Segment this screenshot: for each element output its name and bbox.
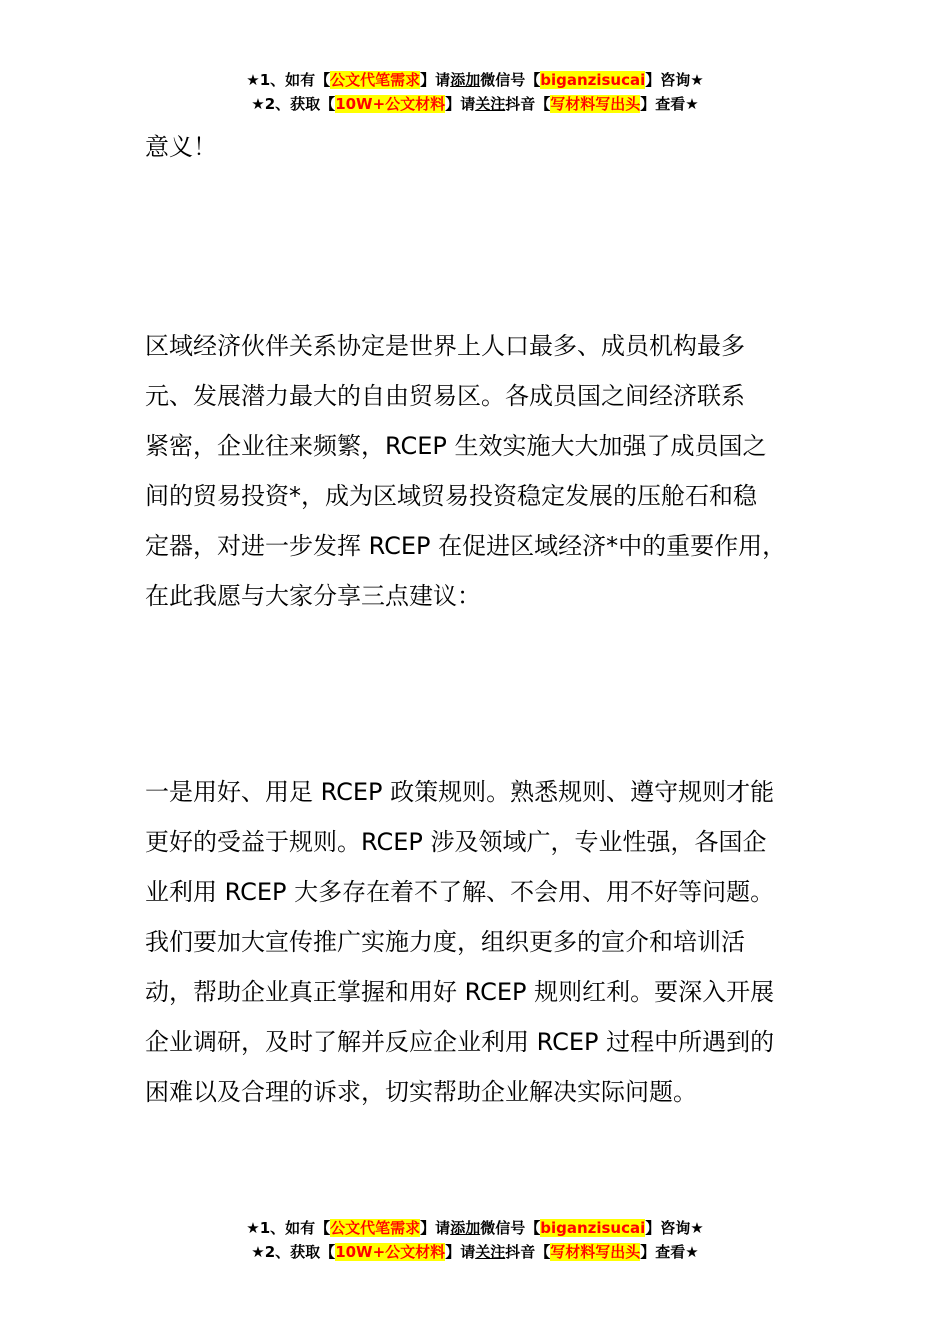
banner-text: 微信号【 <box>480 71 541 89</box>
banner-text: ★2、获取【 <box>251 95 336 113</box>
text-line: 紧密，企业往来频繁，RCEP 生效实施大大加强了成员国之 <box>145 432 767 460</box>
highlight-douyin-id: 写材料写出头 <box>550 95 641 113</box>
banner-line-2 <box>0 92 950 116</box>
highlight-wechat-id: biganzisucai <box>540 1219 646 1237</box>
highlight-service: 公文代笔需求 <box>330 1219 421 1237</box>
text-line: 困难以及合理的诉求，切实帮助企业解决实际问题。 <box>145 1078 697 1106</box>
highlight-wechat-id: biganzisucai <box>540 71 646 89</box>
text-line: 元、发展潜力最大的自由贸易区。各成员国之间经济联系 <box>145 382 745 410</box>
banner-text: ★1、如有【 <box>246 1219 331 1237</box>
text-line: 意义！ <box>145 133 217 161</box>
banner-line-1 <box>0 1216 950 1240</box>
highlight-materials: 10W+公文材料 <box>335 95 446 113</box>
banner-text: 】请 <box>420 71 451 89</box>
text-line: 在此我愿与大家分享三点建议： <box>145 582 481 610</box>
underlined-text: 添加 <box>450 71 481 89</box>
text-line: 动，帮助企业真正掌握和用好 RCEP 规则红利。要深入开展 <box>145 978 775 1006</box>
banner-line-1 <box>0 68 950 92</box>
text-line: 我们要加大宣传推广实施力度，组织更多的宣介和培训活 <box>145 928 745 956</box>
banner-line-2 <box>0 1240 950 1264</box>
text-line: 一是用好、用足 RCEP 政策规则。熟悉规则、遵守规则才能 <box>145 778 775 806</box>
banner-text: 】请 <box>445 1243 476 1261</box>
highlight-materials: 10W+公文材料 <box>335 1243 446 1261</box>
text-line: 区域经济伙伴关系协定是世界上人口最多、成员机构最多 <box>145 332 745 360</box>
text-line: 间的贸易投资*，成为区域贸易投资稳定发展的压舱石和稳 <box>145 482 757 510</box>
highlight-douyin-id: 写材料写出头 <box>550 1243 641 1261</box>
banner-text: 】请 <box>420 1219 451 1237</box>
banner-text: 微信号【 <box>480 1219 541 1237</box>
footer-banner <box>0 1216 950 1264</box>
paragraph-point-one <box>145 767 835 1117</box>
banner-text: 】查看★ <box>640 1243 699 1261</box>
text-line: 企业调研，及时了解并反应企业利用 RCEP 过程中所遇到的 <box>145 1028 775 1056</box>
paragraph-intro <box>145 321 835 621</box>
banner-text: ★2、获取【 <box>251 1243 336 1261</box>
header-banner <box>0 68 950 116</box>
banner-text: 】咨询★ <box>645 1219 704 1237</box>
text-line: 更好的受益于规则。RCEP 涉及领域广，专业性强，各国企 <box>145 828 767 856</box>
banner-text: 】咨询★ <box>645 71 704 89</box>
banner-text: 】请 <box>445 95 476 113</box>
banner-text: 】查看★ <box>640 95 699 113</box>
text-line: 定器，对进一步发挥 RCEP 在促进区域经济*中的重要作用， <box>145 532 787 560</box>
underlined-text: 关注 <box>475 95 506 113</box>
paragraph-fragment <box>145 122 835 172</box>
banner-text: 抖音【 <box>505 95 551 113</box>
text-line: 业利用 RCEP 大多存在着不了解、不会用、用不好等问题。 <box>145 878 775 906</box>
underlined-text: 添加 <box>450 1219 481 1237</box>
banner-text: ★1、如有【 <box>246 71 331 89</box>
underlined-text: 关注 <box>475 1243 506 1261</box>
banner-text: 抖音【 <box>505 1243 551 1261</box>
highlight-service: 公文代笔需求 <box>330 71 421 89</box>
